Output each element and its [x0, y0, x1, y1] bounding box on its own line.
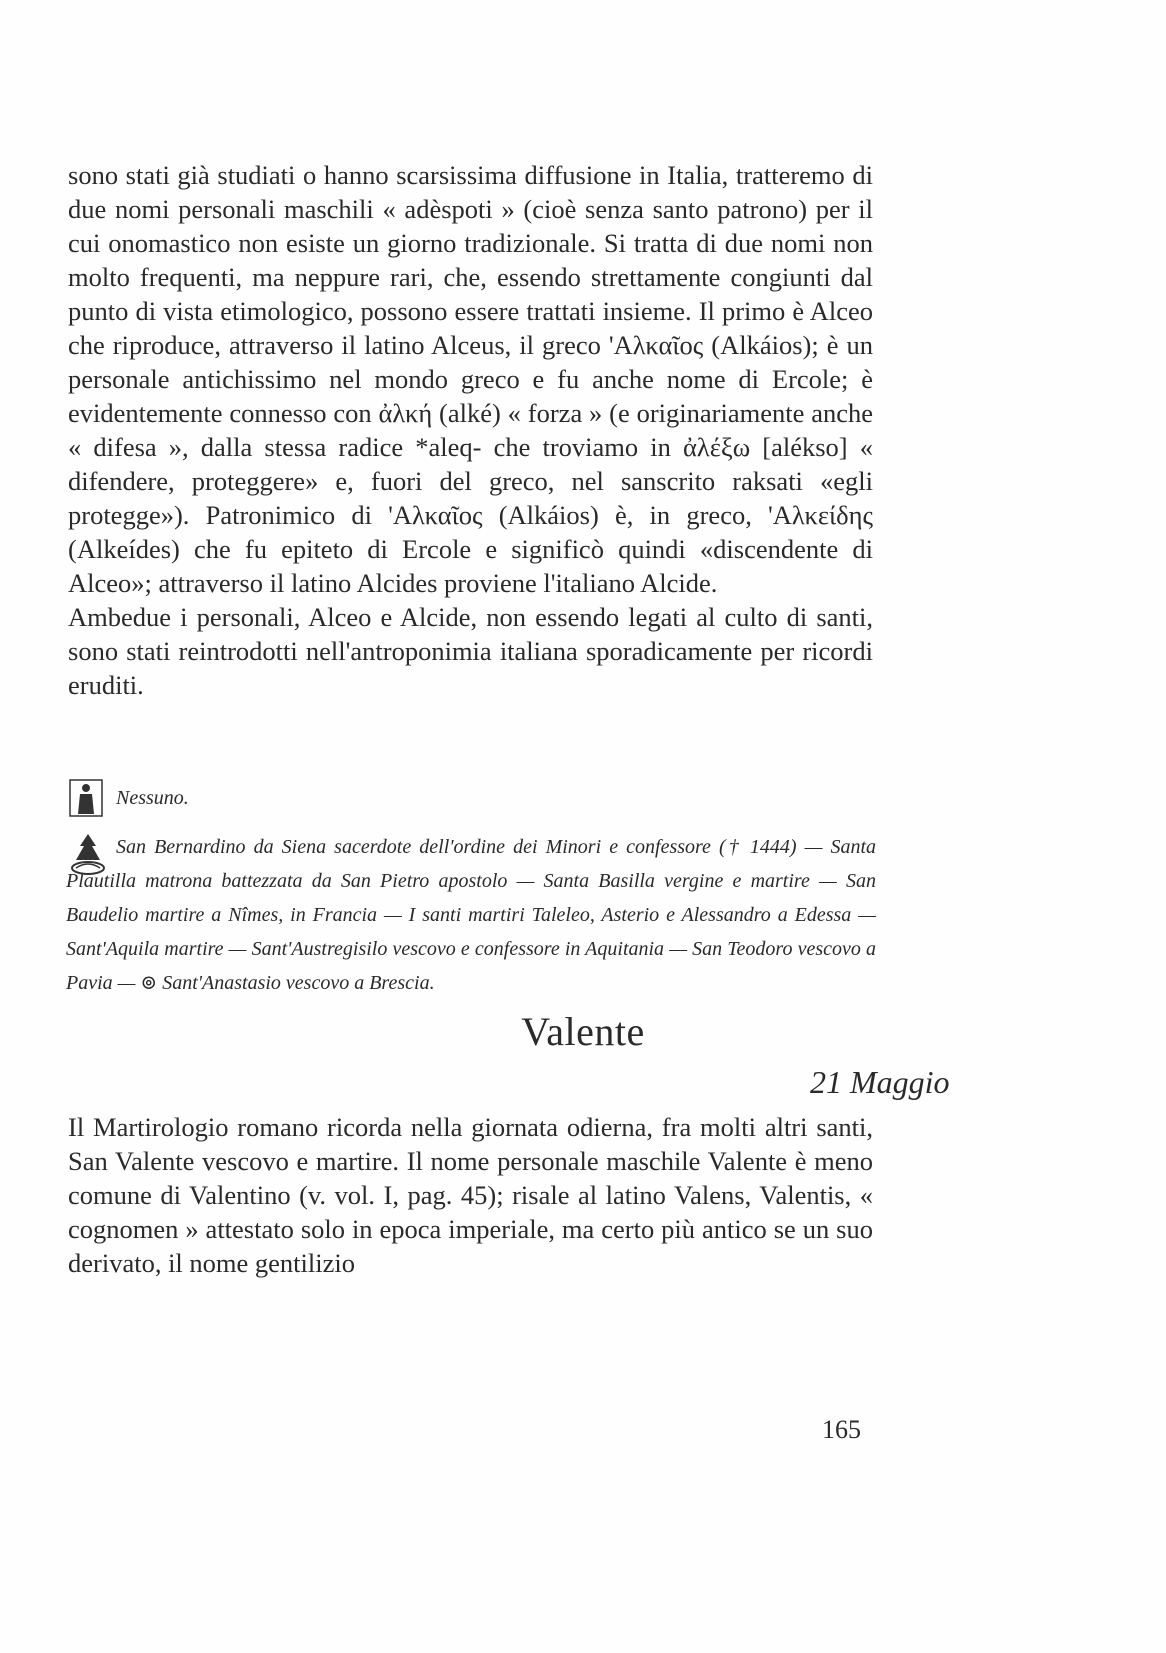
section-title: Valente [521, 1009, 645, 1054]
section-date: 21 Maggio [810, 1064, 950, 1100]
patron-none-text: Nessuno. [116, 786, 189, 809]
alceo-alcide-text [68, 158, 873, 702]
page-number: 165 [822, 1415, 861, 1444]
paragraph-1: sono stati già studiati o hanno scarsissima diffusione in Italia, tratteremo di due nomi personali maschili « adèspoti » (cioè senza santo patrono) per il cui onomastico non esiste un giorno tradizionale. Si tratta di due nomi non molto frequenti, ma neppure rari, che, essendo strettamente congiunti dal punto di vista etimologico, possono essere trattati insieme. Il primo è Alceo che riproduce, attraverso il latino Alceus, il greco 'Αλκαῖος (Alkáios); è un personale antichissimo nel mondo greco e fu anche nome di Ercole; è evidentemente connesso con ἀλκή (alké) « forza » (e originariamente anche « difesa », dalla stessa radice *aleq- che troviamo in ἀλέξω [alékso] « difendere, proteggere» e, fuori del greco, nel sanscrito raksati «egli protegge»). Patronimico di 'Αλκαῖος (Alkáios) è, in greco, 'Αλκείδης (Alkeídes) che fu epiteto di Ercole e significò quindi «discendente di Alceo»; attraverso il latino Alcides proviene l'italiano Alcide. [68, 160, 873, 598]
valente-paragraph: Il Martirologio romano ricorda nella giornata odierna, fra molti altri santi, San Valente vescovo e martire. Il nome personale maschile Valente è meno comune di Valentino (v. vol. I, pag. 45); risale al latino Valens, Valentis, « cognomen » attestato solo in epoca imperiale, ma certo più antico se un suo derivato, il nome gentilizio [68, 1112, 873, 1278]
saints-section [66, 778, 876, 1000]
valente-text [68, 1110, 873, 1280]
paragraph-2: Ambedue i personali, Alceo e Alcide, non essendo legati al culto di santi, sono stati reintrodotti nell'antroponimia italiana sporadicamente per ricordi eruditi. [68, 602, 873, 700]
standing-saint-icon [66, 778, 106, 818]
patron-row [66, 778, 876, 818]
saints-list-text: San Bernardino da Siena sacerdote dell'ordine dei Minori e confessore († 1444) — Santa Plautilla matrona battezzata da San Pietro apostolo — Santa Basilla vergine e martire — San Baudelio martire a Nîmes, in Francia — I santi martiri Taleleo, Asterio e Alessandro a Edessa — Sant'Aquila martire — Sant'Austregisilo vescovo e confessore in Aquitania — San Teodoro vescovo a Pavia — ⊚ Sant'Anastasio vescovo a Brescia. [66, 836, 876, 994]
bird-emblem-icon [66, 830, 110, 878]
saints-list-row [66, 830, 876, 1000]
